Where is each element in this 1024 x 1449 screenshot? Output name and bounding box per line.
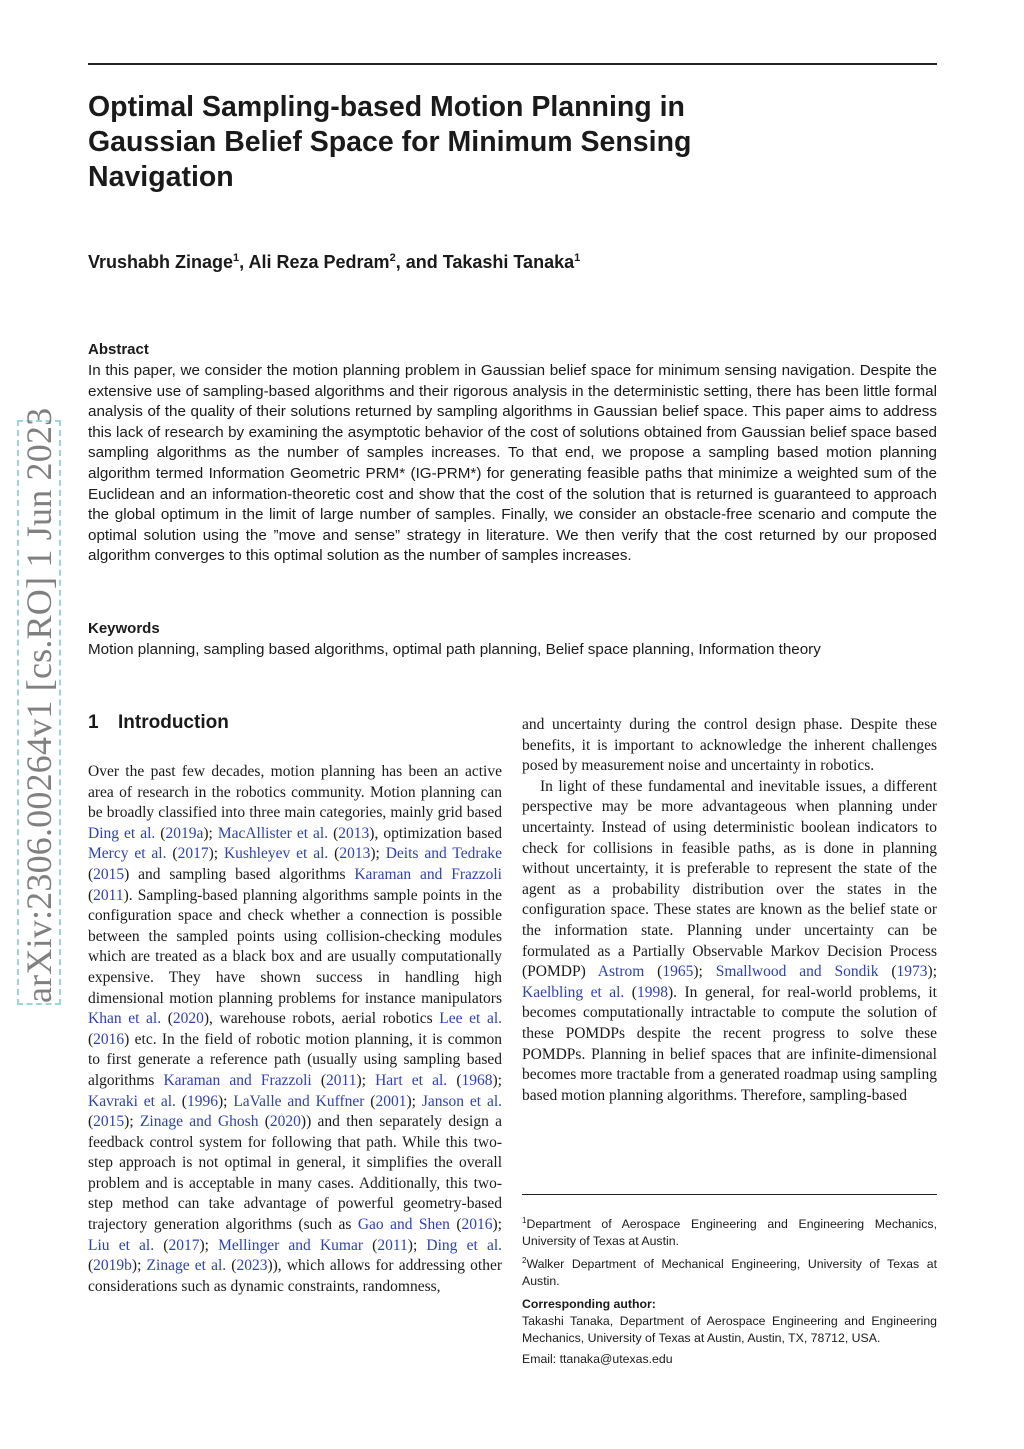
citation-link[interactable]: Karaman and Frazzoli [163,1071,312,1089]
citation-link[interactable]: 2011 [93,886,124,904]
author-separator: , and [395,252,443,272]
citation-link[interactable]: Ding et al. [426,1236,503,1254]
citation-link[interactable]: 2020 [269,1113,301,1131]
citation-link[interactable]: 2017 [177,845,209,863]
citation-link[interactable]: Deits and Tedrake [385,845,503,863]
citation-link[interactable]: Kaelbling et al. [522,983,625,1001]
citation-link[interactable]: Karaman and Frazzoli [354,865,502,883]
author-affiliation-mark: 1 [574,252,581,264]
citation-link[interactable]: 2016 [93,1030,125,1048]
citation-link[interactable]: Kushleyev et al. [223,845,329,863]
citation-link[interactable]: Hart et al. [375,1071,448,1089]
author-list [88,252,580,273]
section-heading [88,712,229,734]
citation-link[interactable]: 2013 [339,845,371,863]
paragraph: In light of these fundamental and inevitable issues, a different perspective may be more advantageous when planning under uncertainty. Instead of using deterministic boolean indicators to check for collisions in feasible paths, as is done in planning without uncertainty, it is preferable to represent the state of the agent as a probability distribution over the states in the configuration space. These states are known as the belief state or the information state. Planning under uncertainty can be formulated as a Partially Observable Markov Decision Process (POMDP) Astrom (1965); Smallwood and Sondik (1973); Kaelbling et al. (1998). In general, for real-world problems, it becomes computationally intractable to compute the solution of these POMDPs despite the recent progress to solve these POMDPs. Planning in belief spaces that are infinite-dimensional becomes more tractable from a generated roadmap using sampling based motion planning algorithms. Therefore, sampling-based [522,777,938,1104]
citation-link[interactable]: 2001 [375,1092,407,1110]
citation-link[interactable]: Kavraki et al. [88,1092,176,1110]
paragraph: and uncertainty during the control design phase. Despite these benefits, it is important to acknowledge the inherent challenges posed by measurement noise and uncertainty in robotics. [522,716,937,775]
author-name: Ali Reza Pedram [248,252,390,272]
citation-link[interactable]: 1965 [662,963,694,981]
footnote-text: Walker Department of Mechanical Engineering, University of Texas at Austin. [522,1257,937,1289]
corresponding-email: Email: ttanaka@utexas.edu [522,1352,673,1366]
citation-link[interactable]: Zinage et al. [146,1257,227,1275]
citation-link[interactable]: Janson et al. [421,1092,503,1110]
corresponding-author-block [522,1296,937,1368]
keywords-text: Motion planning, sampling based algorithms, optimal path planning, Belief space planning, Information theory [88,641,821,658]
author-separator: , [239,252,249,272]
footnotes [522,1212,937,1292]
citation-link[interactable]: Lee et al. [439,1010,502,1028]
citation-link[interactable]: 1996 [186,1092,218,1110]
author-affiliation-mark: 2 [389,252,396,264]
citation-link[interactable]: 1973 [896,963,928,981]
left-column [88,762,502,1297]
citation-link[interactable]: 2019a [165,824,204,842]
citation-link[interactable]: 2019b [93,1257,132,1275]
footnote-mark: 2 [522,1256,527,1266]
keywords-label: Keywords [88,620,160,637]
footnote-text: Department of Aerospace Engineering and Engineering Mechanics, University of Texas at Austin. [522,1217,937,1249]
citation-link[interactable]: 2015 [93,1113,125,1131]
author-name: Takashi Tanaka [442,252,575,272]
citation-link[interactable]: Mercy et al. [88,845,167,863]
citation-link[interactable]: 2013 [338,824,370,842]
citation-link[interactable]: Astrom [597,963,645,981]
citation-link[interactable]: 2023 [236,1257,268,1275]
citation-link[interactable]: 2016 [461,1216,493,1234]
citation-link[interactable]: 2015 [93,865,125,883]
right-column [522,715,937,1106]
citation-link[interactable]: 2011 [377,1236,408,1254]
citation-link[interactable]: 1968 [461,1071,493,1089]
footnote-rule [522,1194,937,1195]
abstract-heading [88,341,149,359]
citation-link[interactable]: 2017 [168,1236,200,1254]
corresponding-heading: Corresponding author: [522,1297,656,1311]
top-rule [88,63,937,65]
citation-link[interactable]: 2011 [326,1071,357,1089]
citation-link[interactable]: Ding et al. [88,824,156,842]
citation-link[interactable]: Gao and Shen [357,1216,450,1234]
section-number: 1 [88,712,99,733]
section-title: Introduction [118,712,229,733]
corresponding-text: Takashi Tanaka, Department of Aerospace Engineering and Engineering Mechanics, University of Texas at Austin, Austin, TX, 78712, USA. [522,1314,937,1345]
citation-link[interactable]: Khan et al. [88,1010,162,1028]
footnote-mark: 1 [522,1216,527,1225]
abstract-label: Abstract [88,341,149,358]
citation-link[interactable]: Zinage and Ghosh [139,1113,259,1131]
author-name: Vrushabh Zinage [88,252,234,272]
citation-link[interactable]: Liu et al. [88,1236,155,1254]
citation-link[interactable]: LaValle and Kuffner [233,1092,365,1110]
footnote [522,1252,937,1290]
paragraph: Over the past few decades, motion planning has been an active area of research in the robotics community. Motion planning can be broadly classified into three main categories, mainly grid based Ding et al. (2019a); MacAllister et al. (2013), optimization based Mercy et al. (2017); Kushleyev et al. (2013); Deits and Tedrake (2015) and sampling based algorithms Karaman and Frazzoli (2011). Sampling-based planning algorithms sample points in the configuration space and check whether a connection is possible between the sampled points using collision-checking modules which are treated as a black box and are usually computationally expensive. They have shown success in handling high dimensional motion planning problems for instance manipulators Khan et al. (2020), warehouse robots, aerial robotics Lee et al. (2016) etc. In the field of robotic motion planning, it is common to first generate a reference path (usually using sampling based algorithms Karaman and Frazzoli (2011); Hart et al. (1968); Kavraki et al. (1996); LaValle and Kuffner (2001); Janson et al. (2015); Zinage and Ghosh (2020)) and then separately design a feedback control system for following that path. While this two-step approach is not optimal in general, it simplifies the overall problem and is acceptable in many cases. Additionally, this two-step method can take advantage of powerful geometry-based trajectory generation algorithms (such as Gao and Shen (2016); Liu et al. (2017); Mellinger and Kumar (2011); Ding et al. (2019b); Zinage et al. (2023)), which allows for addressing other considerations such as dynamic constraints, randomness, [88,763,503,1295]
arxiv-watermark: arXiv:2306.00264v1 [cs.RO] 1 Jun 2023 [19,407,59,1003]
citation-link[interactable]: 1998 [636,983,668,1001]
keywords-heading [88,620,160,638]
abstract-text: In this paper, we consider the motion planning problem in Gaussian belief space for minimum sensing navigation. Despite the extensive use of sampling-based algorithms and their rigorous analysis in the deterministic setting, there has been little formal analysis of the quality of their solutions returned by sampling algorithms in Gaussian belief space. This paper aims to address this lack of research by examining the asymptotic behavior of the cost of solutions obtained from Gaussian belief space based sampling algorithms as the number of samples increases. To that end, we propose a sampling based motion planning algorithm termed Information Geometric PRM* (IG-PRM*) for generating feasible paths that minimize a weighted sum of the Euclidean and an information-theoretic cost and show that the cost of the solution that is returned is guaranteed to approach the global optimum in the limit of large number of samples. Finally, we consider an obstacle-free scenario and compute the optimal solution using the ”move and sense” strategy in literature. We then verify that the cost returned by our proposed algorithm converges to this optimal solution as the number of samples increases. [88,362,937,565]
citation-link[interactable]: Smallwood and Sondik [715,963,879,981]
citation-link[interactable]: MacAllister et al. [217,824,329,842]
author-affiliation-mark: 1 [233,252,240,264]
citation-link[interactable]: 2020 [172,1010,204,1028]
citation-link[interactable]: Mellinger and Kumar [218,1236,363,1254]
footnote [522,1212,937,1250]
paper-title: Optimal Sampling-based Motion Planning in Gaussian Belief Space for Minimum Sensing Navigation [88,91,692,193]
